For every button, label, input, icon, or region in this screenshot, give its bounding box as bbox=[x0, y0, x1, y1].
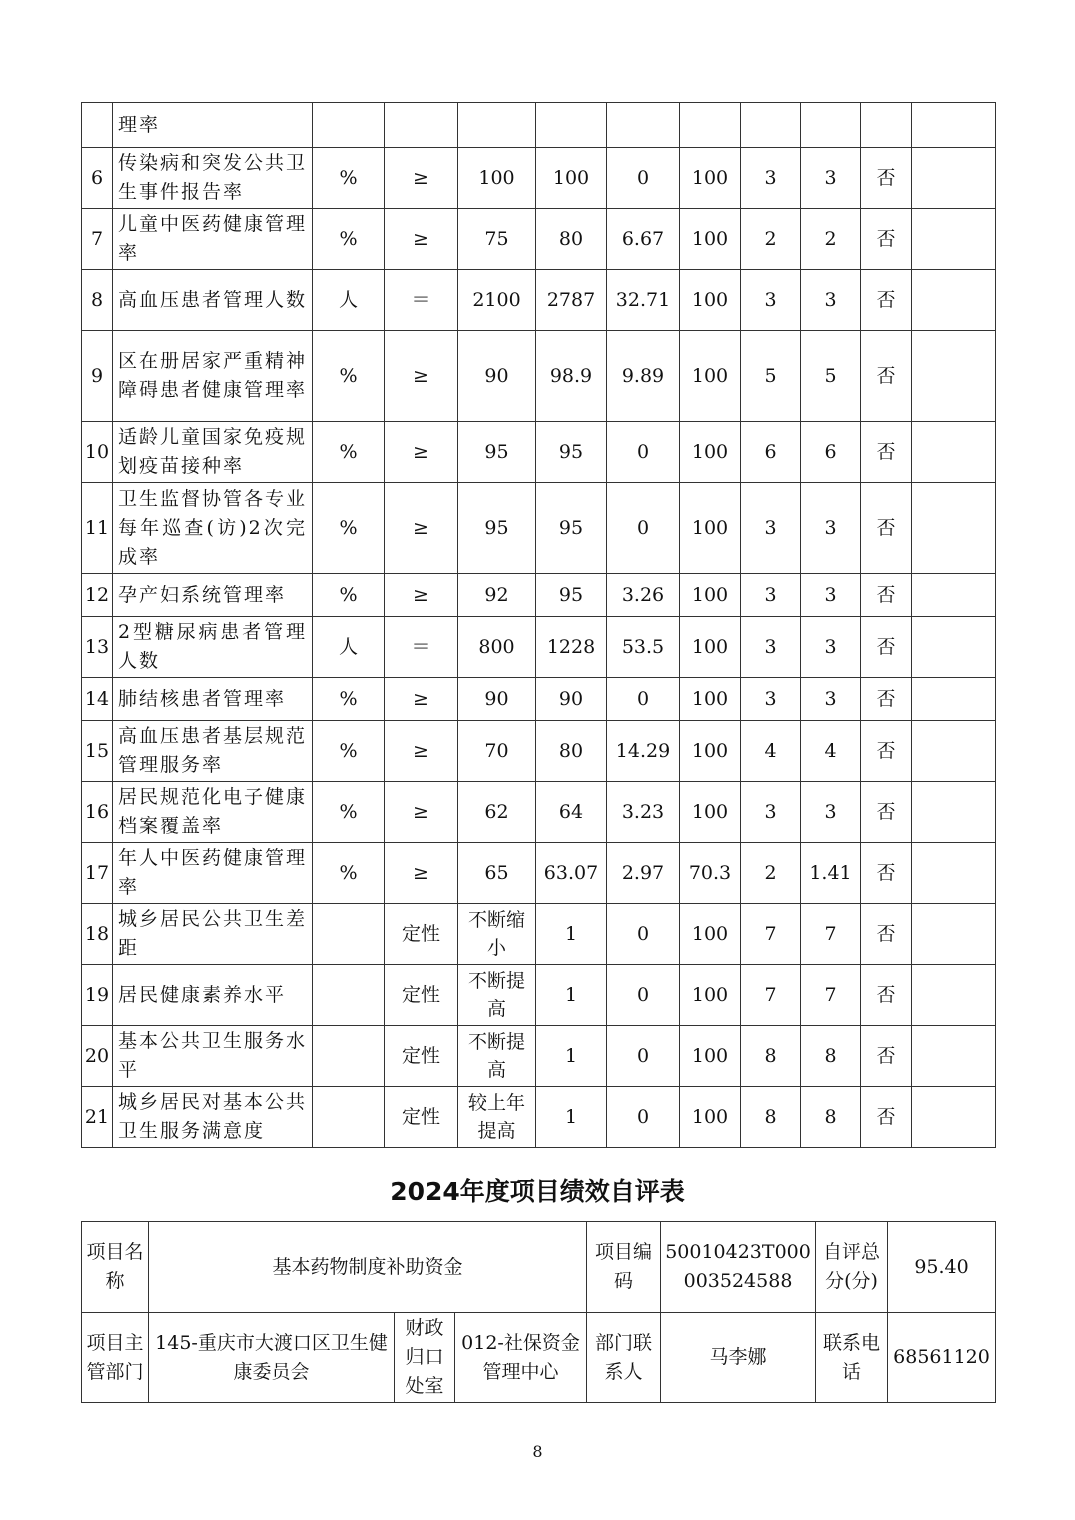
cell-flag: 否 bbox=[861, 422, 912, 483]
cell-no: 11 bbox=[82, 483, 113, 574]
table-row bbox=[82, 209, 996, 270]
cell-op: ≥ bbox=[385, 678, 458, 721]
cell-flag: 否 bbox=[861, 721, 912, 782]
cell-unit: % bbox=[313, 422, 385, 483]
cell-score: 3 bbox=[801, 782, 861, 843]
section-title: 2024年度项目绩效自评表 bbox=[390, 1177, 685, 1206]
cell-flag: 否 bbox=[861, 209, 912, 270]
cell-rate: 100 bbox=[680, 270, 741, 331]
cell-note bbox=[912, 209, 996, 270]
cell-name: 儿童中医药健康管理率 bbox=[113, 209, 313, 270]
table-row bbox=[82, 965, 996, 1026]
cell-name: 理率 bbox=[113, 103, 313, 148]
cell-weight: 5 bbox=[741, 331, 801, 422]
cell-actual: 80 bbox=[536, 721, 607, 782]
cell-name: 年人中医药健康管理率 bbox=[113, 843, 313, 904]
cell-op: ≥ bbox=[385, 483, 458, 574]
cell-note bbox=[912, 904, 996, 965]
cell-rate: 100 bbox=[680, 782, 741, 843]
cell-name: 居民规范化电子健康档案覆盖率 bbox=[113, 782, 313, 843]
cell-score: 8 bbox=[801, 1026, 861, 1087]
cell-unit bbox=[313, 904, 385, 965]
cell-flag: 否 bbox=[861, 1026, 912, 1087]
cell-score: 3 bbox=[801, 678, 861, 721]
cell-flag: 否 bbox=[861, 843, 912, 904]
cell-name: 肺结核患者管理率 bbox=[113, 678, 313, 721]
cell-rate: 70.3 bbox=[680, 843, 741, 904]
cell-name: 城乡居民公共卫生差距 bbox=[113, 904, 313, 965]
table-row bbox=[82, 103, 996, 148]
cell-score: 3 bbox=[801, 617, 861, 678]
cell-weight: 3 bbox=[741, 270, 801, 331]
cell-op: ＝ bbox=[385, 617, 458, 678]
cell-target: 800 bbox=[458, 617, 536, 678]
cell-name: 传染病和突发公共卫生事件报告率 bbox=[113, 148, 313, 209]
cell-deviation: 6.67 bbox=[607, 209, 680, 270]
cell-actual: 64 bbox=[536, 782, 607, 843]
cell-actual: 1 bbox=[536, 965, 607, 1026]
cell-weight: 2 bbox=[741, 209, 801, 270]
cell-unit: % bbox=[313, 574, 385, 617]
table-row bbox=[82, 1087, 996, 1148]
office-label: 财政归口处室 bbox=[395, 1313, 455, 1403]
info-row-1 bbox=[82, 1222, 996, 1313]
table-row bbox=[82, 483, 996, 574]
cell-unit: % bbox=[313, 782, 385, 843]
cell-no: 17 bbox=[82, 843, 113, 904]
cell-op: ≥ bbox=[385, 574, 458, 617]
cell-weight: 3 bbox=[741, 148, 801, 209]
cell-target: 不断提高 bbox=[458, 965, 536, 1026]
cell-flag: 否 bbox=[861, 678, 912, 721]
cell-note bbox=[912, 270, 996, 331]
cell-target: 90 bbox=[458, 678, 536, 721]
cell-note bbox=[912, 965, 996, 1026]
cell-no: 7 bbox=[82, 209, 113, 270]
contact-value: 马李娜 bbox=[661, 1313, 816, 1403]
table-row bbox=[82, 782, 996, 843]
cell-name: 基本公共卫生服务水平 bbox=[113, 1026, 313, 1087]
cell-unit bbox=[313, 1026, 385, 1087]
cell-rate: 100 bbox=[680, 148, 741, 209]
cell-note bbox=[912, 103, 996, 148]
cell-weight: 8 bbox=[741, 1026, 801, 1087]
cell-no: 20 bbox=[82, 1026, 113, 1087]
cell-name: 高血压患者基层规范管理服务率 bbox=[113, 721, 313, 782]
cell-note bbox=[912, 782, 996, 843]
cell-actual: 2787 bbox=[536, 270, 607, 331]
cell-weight: 3 bbox=[741, 678, 801, 721]
cell-note bbox=[912, 483, 996, 574]
cell-deviation: 14.29 bbox=[607, 721, 680, 782]
cell-op: ＝ bbox=[385, 270, 458, 331]
cell-op: ≥ bbox=[385, 721, 458, 782]
cell-note bbox=[912, 148, 996, 209]
cell-no: 8 bbox=[82, 270, 113, 331]
cell-unit: 人 bbox=[313, 617, 385, 678]
cell-rate: 100 bbox=[680, 1087, 741, 1148]
cell-flag bbox=[861, 103, 912, 148]
cell-deviation: 2.97 bbox=[607, 843, 680, 904]
cell-flag: 否 bbox=[861, 965, 912, 1026]
info-row-2 bbox=[82, 1313, 996, 1403]
cell-unit: % bbox=[313, 331, 385, 422]
cell-name: 2型糖尿病患者管理人数 bbox=[113, 617, 313, 678]
project-name-value: 基本药物制度补助资金 bbox=[149, 1222, 587, 1313]
cell-flag: 否 bbox=[861, 782, 912, 843]
dept-label: 项目主管部门 bbox=[82, 1313, 149, 1403]
cell-unit: % bbox=[313, 209, 385, 270]
cell-target: 75 bbox=[458, 209, 536, 270]
table-row bbox=[82, 331, 996, 422]
cell-no: 14 bbox=[82, 678, 113, 721]
cell-weight: 3 bbox=[741, 483, 801, 574]
cell-target: 较上年提高 bbox=[458, 1087, 536, 1148]
cell-rate: 100 bbox=[680, 574, 741, 617]
cell-note bbox=[912, 1087, 996, 1148]
cell-unit: % bbox=[313, 843, 385, 904]
cell-actual: 98.9 bbox=[536, 331, 607, 422]
cell-deviation: 0 bbox=[607, 483, 680, 574]
cell-no: 12 bbox=[82, 574, 113, 617]
cell-actual: 80 bbox=[536, 209, 607, 270]
cell-op: 定性 bbox=[385, 965, 458, 1026]
cell-deviation: 32.71 bbox=[607, 270, 680, 331]
cell-target: 92 bbox=[458, 574, 536, 617]
cell-no: 21 bbox=[82, 1087, 113, 1148]
cell-name: 适龄儿童国家免疫规划疫苗接种率 bbox=[113, 422, 313, 483]
phone-value: 68561120 bbox=[888, 1313, 996, 1403]
cell-target: 95 bbox=[458, 483, 536, 574]
cell-score: 8 bbox=[801, 1087, 861, 1148]
cell-weight: 7 bbox=[741, 965, 801, 1026]
cell-rate: 100 bbox=[680, 209, 741, 270]
cell-name: 高血压患者管理人数 bbox=[113, 270, 313, 331]
cell-target: 62 bbox=[458, 782, 536, 843]
cell-flag: 否 bbox=[861, 270, 912, 331]
project-code-value: 50010423T000003524588 bbox=[661, 1222, 816, 1313]
cell-rate: 100 bbox=[680, 721, 741, 782]
cell-actual: 100 bbox=[536, 148, 607, 209]
cell-name: 居民健康素养水平 bbox=[113, 965, 313, 1026]
cell-weight: 6 bbox=[741, 422, 801, 483]
table-row bbox=[82, 574, 996, 617]
page-number: 8 bbox=[532, 1442, 543, 1461]
cell-deviation: 0 bbox=[607, 1087, 680, 1148]
self-score-label: 自评总分(分) bbox=[816, 1222, 888, 1313]
cell-op: 定性 bbox=[385, 1087, 458, 1148]
cell-op: ≥ bbox=[385, 148, 458, 209]
cell-score: 3 bbox=[801, 270, 861, 331]
cell-deviation: 9.89 bbox=[607, 331, 680, 422]
cell-unit: 人 bbox=[313, 270, 385, 331]
cell-op: ≥ bbox=[385, 782, 458, 843]
cell-no bbox=[82, 103, 113, 148]
performance-indicator-table bbox=[81, 102, 996, 1148]
cell-rate: 100 bbox=[680, 483, 741, 574]
table-row bbox=[82, 843, 996, 904]
cell-op: 定性 bbox=[385, 904, 458, 965]
cell-flag: 否 bbox=[861, 617, 912, 678]
cell-rate: 100 bbox=[680, 617, 741, 678]
table-row bbox=[82, 904, 996, 965]
cell-no: 16 bbox=[82, 782, 113, 843]
cell-target: 90 bbox=[458, 331, 536, 422]
cell-rate: 100 bbox=[680, 1026, 741, 1087]
cell-actual bbox=[536, 103, 607, 148]
cell-flag: 否 bbox=[861, 574, 912, 617]
cell-unit: % bbox=[313, 483, 385, 574]
cell-deviation: 53.5 bbox=[607, 617, 680, 678]
cell-actual: 1 bbox=[536, 1087, 607, 1148]
cell-unit bbox=[313, 965, 385, 1026]
cell-flag: 否 bbox=[861, 331, 912, 422]
cell-rate: 100 bbox=[680, 331, 741, 422]
table-row bbox=[82, 678, 996, 721]
cell-score: 5 bbox=[801, 331, 861, 422]
phone-label: 联系电话 bbox=[816, 1313, 888, 1403]
table-row bbox=[82, 148, 996, 209]
cell-score: 3 bbox=[801, 148, 861, 209]
cell-no: 15 bbox=[82, 721, 113, 782]
cell-name: 区在册居家严重精神障碍患者健康管理率 bbox=[113, 331, 313, 422]
cell-score: 3 bbox=[801, 574, 861, 617]
cell-target bbox=[458, 103, 536, 148]
cell-weight: 3 bbox=[741, 782, 801, 843]
cell-unit: % bbox=[313, 678, 385, 721]
cell-actual: 95 bbox=[536, 574, 607, 617]
cell-weight: 3 bbox=[741, 617, 801, 678]
cell-score: 3 bbox=[801, 483, 861, 574]
cell-no: 18 bbox=[82, 904, 113, 965]
cell-note bbox=[912, 843, 996, 904]
cell-rate: 100 bbox=[680, 965, 741, 1026]
cell-weight: 8 bbox=[741, 1087, 801, 1148]
cell-rate: 100 bbox=[680, 904, 741, 965]
cell-note bbox=[912, 617, 996, 678]
table-row bbox=[82, 422, 996, 483]
cell-target: 65 bbox=[458, 843, 536, 904]
cell-deviation: 0 bbox=[607, 148, 680, 209]
cell-no: 13 bbox=[82, 617, 113, 678]
cell-weight bbox=[741, 103, 801, 148]
cell-deviation: 3.23 bbox=[607, 782, 680, 843]
cell-unit: % bbox=[313, 148, 385, 209]
cell-note bbox=[912, 422, 996, 483]
cell-name: 卫生监督协管各专业每年巡查(访)2次完成率 bbox=[113, 483, 313, 574]
cell-target: 不断缩小 bbox=[458, 904, 536, 965]
cell-target: 2100 bbox=[458, 270, 536, 331]
dept-value: 145-重庆市大渡口区卫生健康委员会 bbox=[149, 1313, 395, 1403]
cell-rate bbox=[680, 103, 741, 148]
self-score-value: 95.40 bbox=[888, 1222, 996, 1313]
cell-op: ≥ bbox=[385, 843, 458, 904]
project-name-label: 项目名称 bbox=[82, 1222, 149, 1313]
cell-flag: 否 bbox=[861, 483, 912, 574]
cell-score bbox=[801, 103, 861, 148]
table-row bbox=[82, 721, 996, 782]
cell-note bbox=[912, 1026, 996, 1087]
cell-unit bbox=[313, 103, 385, 148]
cell-rate: 100 bbox=[680, 678, 741, 721]
cell-unit bbox=[313, 1087, 385, 1148]
cell-score: 4 bbox=[801, 721, 861, 782]
cell-op bbox=[385, 103, 458, 148]
cell-name: 城乡居民对基本公共卫生服务满意度 bbox=[113, 1087, 313, 1148]
cell-score: 7 bbox=[801, 965, 861, 1026]
cell-weight: 4 bbox=[741, 721, 801, 782]
table-row bbox=[82, 270, 996, 331]
cell-target: 95 bbox=[458, 422, 536, 483]
cell-deviation: 3.26 bbox=[607, 574, 680, 617]
cell-deviation: 0 bbox=[607, 965, 680, 1026]
cell-no: 10 bbox=[82, 422, 113, 483]
cell-no: 6 bbox=[82, 148, 113, 209]
cell-no: 9 bbox=[82, 331, 113, 422]
cell-score: 2 bbox=[801, 209, 861, 270]
cell-target: 100 bbox=[458, 148, 536, 209]
cell-note bbox=[912, 678, 996, 721]
cell-flag: 否 bbox=[861, 1087, 912, 1148]
office-value: 012-社保资金管理中心 bbox=[455, 1313, 587, 1403]
cell-actual: 90 bbox=[536, 678, 607, 721]
cell-flag: 否 bbox=[861, 148, 912, 209]
cell-deviation: 0 bbox=[607, 422, 680, 483]
cell-op: ≥ bbox=[385, 209, 458, 270]
cell-deviation: 0 bbox=[607, 1026, 680, 1087]
cell-target: 不断提高 bbox=[458, 1026, 536, 1087]
cell-deviation: 0 bbox=[607, 678, 680, 721]
cell-name: 孕产妇系统管理率 bbox=[113, 574, 313, 617]
cell-actual: 1228 bbox=[536, 617, 607, 678]
cell-deviation: 0 bbox=[607, 904, 680, 965]
cell-note bbox=[912, 721, 996, 782]
cell-no: 19 bbox=[82, 965, 113, 1026]
cell-score: 6 bbox=[801, 422, 861, 483]
cell-actual: 95 bbox=[536, 422, 607, 483]
cell-note bbox=[912, 574, 996, 617]
cell-score: 7 bbox=[801, 904, 861, 965]
cell-flag: 否 bbox=[861, 904, 912, 965]
table-row bbox=[82, 617, 996, 678]
cell-note bbox=[912, 331, 996, 422]
cell-target: 70 bbox=[458, 721, 536, 782]
table-row bbox=[82, 1026, 996, 1087]
cell-op: ≥ bbox=[385, 331, 458, 422]
cell-op: 定性 bbox=[385, 1026, 458, 1087]
cell-actual: 95 bbox=[536, 483, 607, 574]
cell-actual: 63.07 bbox=[536, 843, 607, 904]
cell-op: ≥ bbox=[385, 422, 458, 483]
project-code-label: 项目编码 bbox=[587, 1222, 661, 1313]
cell-weight: 7 bbox=[741, 904, 801, 965]
project-info-table bbox=[81, 1221, 996, 1403]
contact-label: 部门联系人 bbox=[587, 1313, 661, 1403]
cell-weight: 2 bbox=[741, 843, 801, 904]
cell-rate: 100 bbox=[680, 422, 741, 483]
cell-deviation bbox=[607, 103, 680, 148]
cell-actual: 1 bbox=[536, 904, 607, 965]
cell-unit: % bbox=[313, 721, 385, 782]
cell-actual: 1 bbox=[536, 1026, 607, 1087]
cell-weight: 3 bbox=[741, 574, 801, 617]
cell-score: 1.41 bbox=[801, 843, 861, 904]
